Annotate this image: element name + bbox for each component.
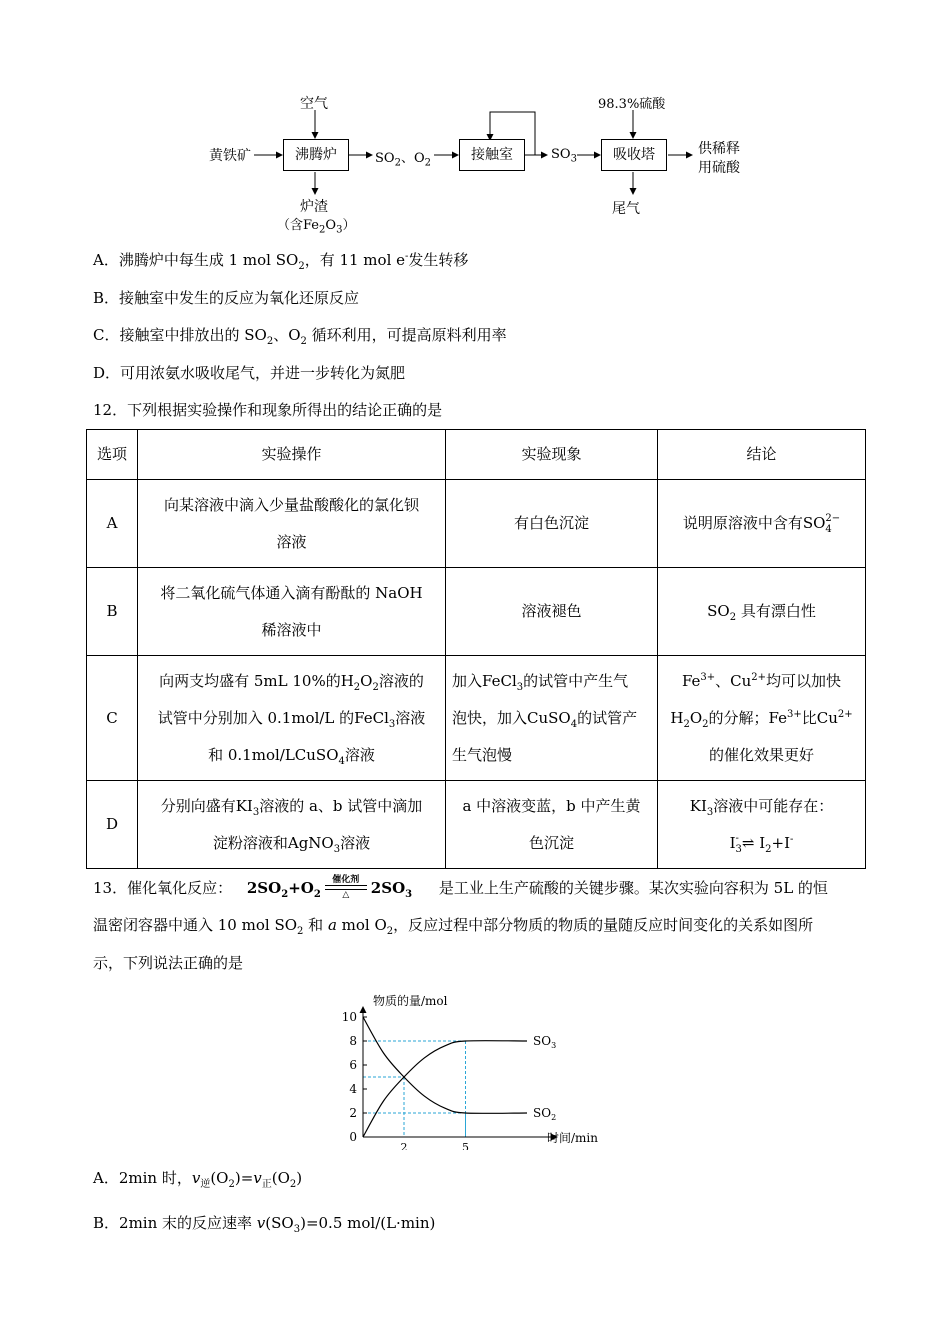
q13-option-b: B．2min 末的反应速率 $v(SO_3)=0.5$ mol/(L·min): [93, 1214, 436, 1235]
table-row-d: [87, 781, 866, 869]
row-a-conclusion: 说明原溶液中含有SO2− 4: [658, 480, 866, 568]
table-row-b: [87, 568, 866, 656]
y-tick-label-4: 4: [349, 1082, 357, 1096]
q13-line-2: 温密闭容器中通入 10 mol $SO_2$ 和 a mol $O_2$，反应过程中部分物质的物质的量随反应时间变化的关系如图所: [93, 916, 814, 937]
y-tick-label-0: 0: [349, 1130, 357, 1144]
y-tick-label-2: 2: [349, 1106, 357, 1120]
row-b-phenomenon: 溶液褪色: [446, 568, 658, 656]
series-SO2-line: [363, 1017, 527, 1113]
y-tick-label-6: 6: [349, 1058, 357, 1072]
header-phenomenon: 实验现象: [446, 430, 658, 480]
row-b-option: B: [87, 568, 138, 656]
row-c-option: C: [87, 656, 138, 781]
y-tick-label-10: 10: [341, 1010, 357, 1024]
series-SO3-label: $SO_3$: [533, 1034, 557, 1050]
q12-stem: 12．下列根据实验操作和现象所得出的结论正确的是: [93, 401, 443, 419]
y-axis-label: 物质的量/mol: [373, 994, 448, 1008]
air-label: 空气: [300, 96, 328, 112]
mole-time-chart: [330, 975, 620, 1150]
furnace-box: 沸腾炉: [283, 139, 349, 171]
q11-option-a: A．沸腾炉中每生成 1 mol $SO_2$，有 11 mol e-发生转移: [93, 251, 469, 272]
q11-option-d: D．可用浓氨水吸收尾气，并进一步转化为氮肥: [93, 364, 406, 382]
table-row-a: [87, 480, 866, 568]
so3-label: $SO_3$: [551, 147, 577, 165]
absorber-box: 吸收塔: [601, 139, 667, 171]
q13-option-a: A．2min 时，$v_逆(O_2)=v_正(O_2)$: [93, 1169, 303, 1190]
q13-line-1: 13．催化氧化反应： $2SO_2+O_2$ 催化剂 △ $2SO_3$ 是工业上生产硫酸的关键步骤。某次实验向容积为 5L 的恒: [93, 875, 828, 900]
q11-option-c: C．接触室中排放出的 $SO_2$、$O_2$ 循环利用，可提高原料利用率: [93, 326, 507, 347]
q12-table: [86, 429, 866, 869]
row-c-phenomenon: 加入FeCl$_3$的试管中产生气 泡快，加入CuSO$_4$的试管产 生气泡慢: [446, 656, 658, 781]
reaction-equation: $2SO_2+O_2$ 催化剂 △ $2SO_3$: [246, 875, 413, 900]
row-a-option: A: [87, 480, 138, 568]
table-header-row: [87, 430, 866, 480]
header-option: 选项: [87, 430, 138, 480]
table-row-c: [87, 656, 866, 781]
row-d-option: D: [87, 781, 138, 869]
x-tick-label-5: 5: [462, 1141, 469, 1150]
row-b-conclusion: $SO_2$ 具有漂白性: [658, 568, 866, 656]
row-d-phenomenon: a 中溶液变蓝，b 中产生黄 色沉淀: [446, 781, 658, 869]
supply-label-1: 供稀释: [698, 141, 740, 157]
series-SO3-line: [363, 1041, 527, 1137]
contact-chamber-box: 接触室: [459, 139, 525, 171]
row-a-operation: 向某溶液中滴入少量盐酸酸化的氯化钡 溶液: [138, 480, 446, 568]
x-tick-label-2: 2: [400, 1141, 408, 1150]
header-conclusion: 结论: [658, 430, 866, 480]
supply-label-2: 用硫酸: [698, 160, 740, 176]
slag-label: 炉渣: [300, 199, 328, 215]
acid-label: 98.3%硫酸: [598, 97, 666, 112]
row-c-operation: 向两支均盛有 5mL 10%的$H_2O_2$溶液的 试管中分别加入 0.1mol/L 的FeCl$_3$溶液 和 0.1mol/LCuSO$_4$溶液: [138, 656, 446, 781]
row-d-operation: 分别向盛有$KI_3$溶液的 a、b 试管中滴加 淀粉溶液和AgNO$_3$溶液: [138, 781, 446, 869]
row-d-conclusion: $KI_3$溶液中可能存在： I- 3⇌ $I_2+I^-$: [658, 781, 866, 869]
slag-formula: （含$Fe_2O_3$）: [277, 218, 356, 236]
row-b-operation: 将二氧化硫气体通入滴有酚酞的 NaOH 稀溶液中: [138, 568, 446, 656]
row-a-phenomenon: 有白色沉淀: [446, 480, 658, 568]
so2-o2-label: $SO_2$、$O_2$: [375, 151, 431, 169]
series-SO2-label: $SO_2$: [533, 1106, 557, 1122]
ore-label: 黄铁矿: [209, 148, 251, 164]
row-c-conclusion: $Fe^{3+}$、$Cu^{2+}$均可以加快 $H_2O_2$的分解；$Fe^{3+}$比$Cu^{2+}$ 的催化效果更好: [658, 656, 866, 781]
q11-option-b: B．接触室中发生的反应为氧化还原反应: [93, 289, 360, 307]
y-tick-label-8: 8: [349, 1034, 357, 1048]
header-operation: 实验操作: [138, 430, 446, 480]
q13-line-3: 示，下列说法正确的是: [93, 954, 244, 972]
x-axis-label: 时间/min: [547, 1131, 598, 1145]
tail-gas-label: 尾气: [612, 201, 640, 217]
equilibrium-arrow: 催化剂 △: [325, 879, 367, 899]
